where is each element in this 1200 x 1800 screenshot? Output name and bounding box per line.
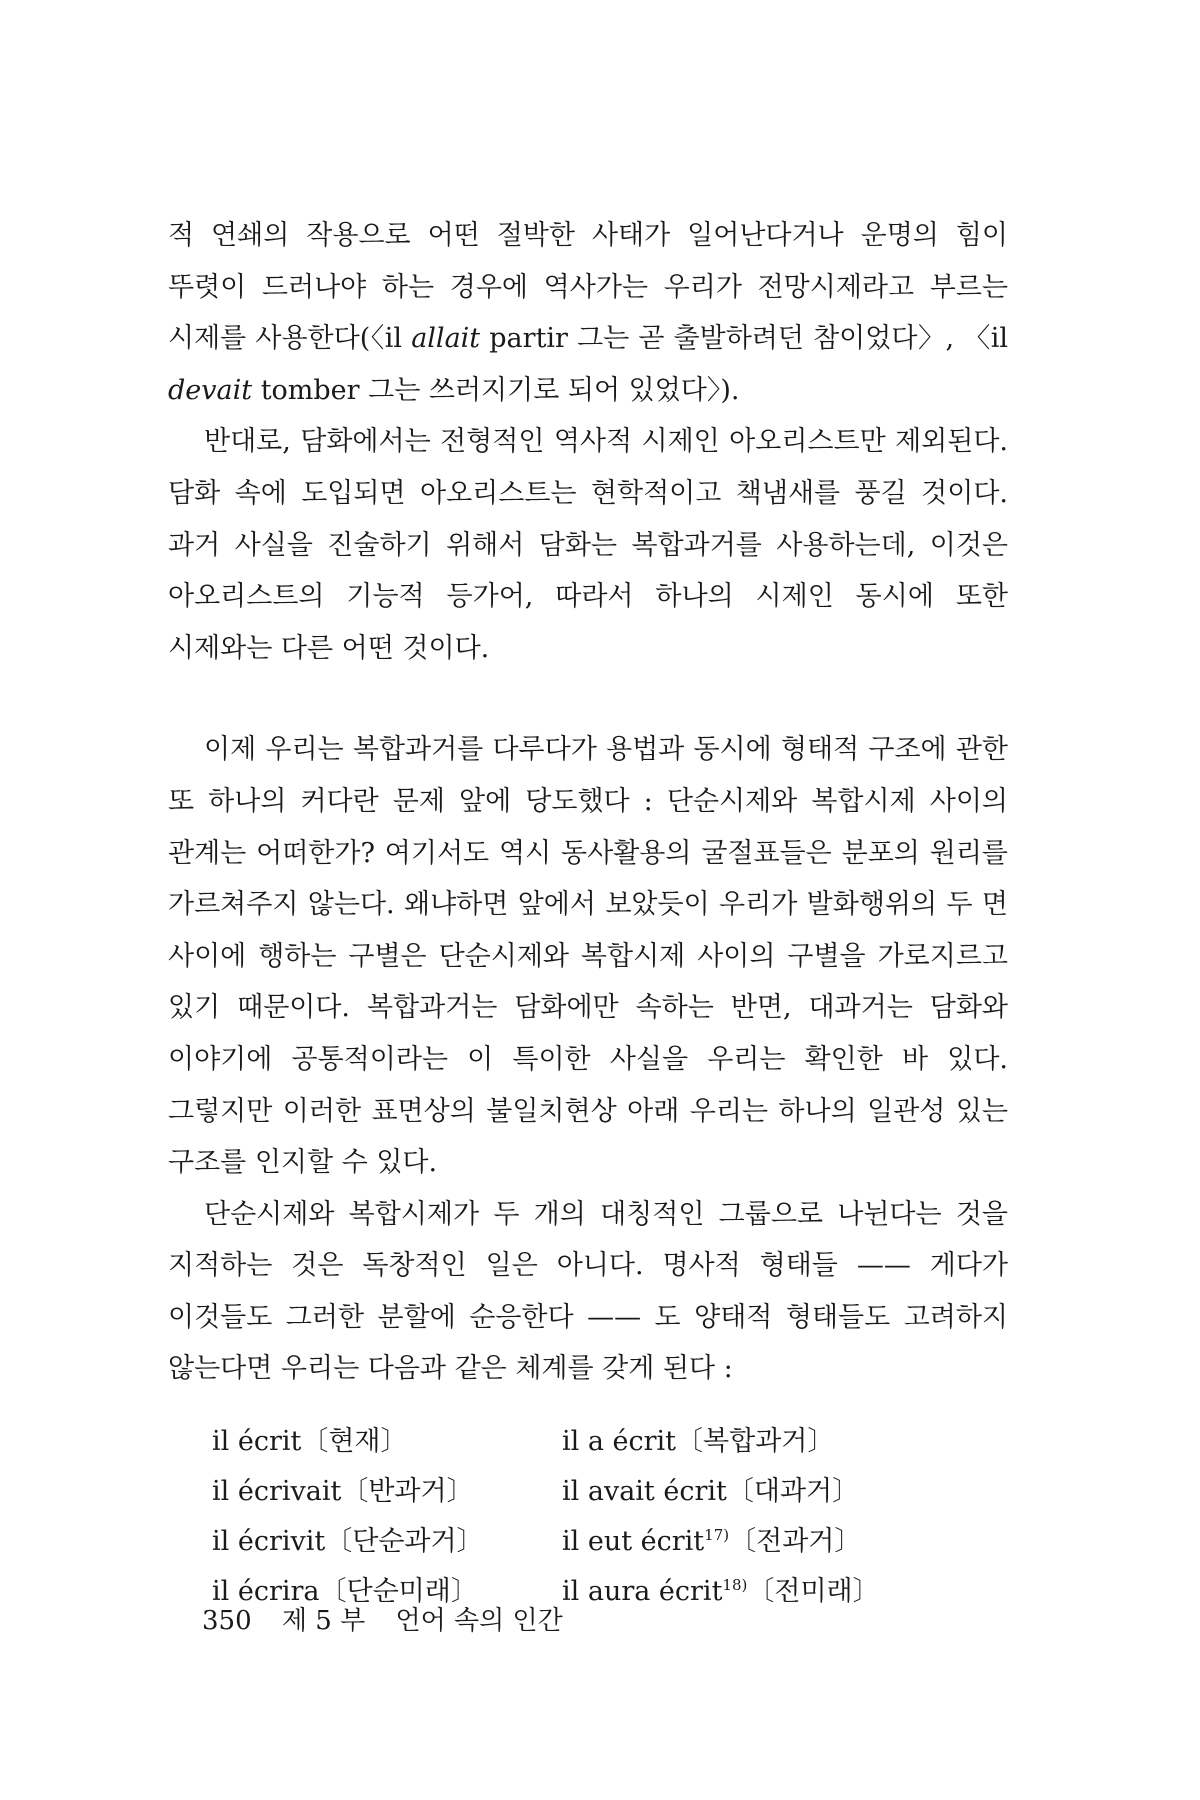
- paragraph-1-part-1: 적 연쇄의 작용으로 어떤 절박한 사태가 일어난다거나 운명의 힘이 뚜렷이 드러나야 하는 경우에 역사가는 우리가 전망시제라고 부르는 시제를 사용한다(〈il: [168, 220, 1008, 355]
- page-body: [168, 210, 1008, 1615]
- tense-row-2-simple: il écrivait〔반과거〕: [212, 1476, 474, 1508]
- tense-row-3-simple: il écrivit〔단순과거〕: [212, 1526, 484, 1558]
- tense-row-3-compound: [562, 1519, 972, 1565]
- tense-row-4-compound: [562, 1569, 972, 1615]
- page-footer: [202, 1600, 585, 1637]
- tense-row-2-compound: il avait écrit〔대과거〕: [562, 1476, 860, 1508]
- tense-row-3-compound-label: 〔전과거〕: [729, 1526, 862, 1558]
- paragraph-4: [168, 1189, 1008, 1395]
- paragraph-1-part-3: partir 그는 곧 출발하려던 참이었다〉, 〈il: [480, 323, 1009, 355]
- footnote-ref-18[interactable]: 18): [722, 1576, 748, 1595]
- paragraph-1-part-5: tomber 그는 쓰러지기로 되어 있었다〉).: [252, 374, 740, 406]
- paragraph-3-text: 이제 우리는 복합과거를 다루다가 용법과 동시에 형태적 구조에 관한 또 하나의 커다란 문제 앞에 당도했다 : 단순시제와 복합시제 사이의 관계는 어떠한가? 여기서도 역시 동사활용의 굴절표들은 분포의 원리를 가르쳐주지 않는다. 왜냐하면 앞에서 보았듯이 우리가 발화행위의 두 면 사이에 행하는 구별은 단순시제와 복합시제 사이의 구별을 가로지르고 있기 때문이다. 복합과거는 담화에만 속하는 반면, 대과거는 담화와 이야기에 공통적이라는 이 특이한 사실을 우리는 확인한 바 있다. 그렇지만 이러한 표면상의 불일치현상 아래 우리는 하나의 일관성 있는 구조를 인지할 수 있다.: [168, 734, 1008, 1179]
- paragraph-1-part-2: allait: [411, 323, 481, 355]
- footer-title: 언어 속의 인간: [395, 1606, 563, 1636]
- paragraph-1: [168, 210, 1008, 416]
- page-number: 350: [202, 1606, 252, 1636]
- tense-row-3-compound-text: il eut écrit: [562, 1526, 705, 1558]
- paragraph-4-text: 단순시제와 복합시제가 두 개의 대칭적인 그룹으로 나뉜다는 것을 지적하는 것은 독창적인 일은 아니다. 명사적 형태들 —— 게다가 이것들도 그러한 분할에 순응한다 —— 도 양태적 형태들도 고려하지 않는다면 우리는 다음과 같은 체계를 갖게 된다 :: [168, 1198, 1008, 1385]
- paragraph-1-part-4: devait: [168, 374, 253, 406]
- paragraph-2-text: 반대로, 담화에서는 전형적인 역사적 시제인 아오리스트만 제외된다. 담화 속에 도입되면 아오리스트는 현학적이고 책냄새를 풍길 것이다. 과거 사실을 진술하기 위해서 담화는 복합과거를 사용하는데, 이것은 아오리스트의 기능적 등가어, 따라서 하나의 시제인 동시에 또한 시제와는 다른 어떤 것이다.: [168, 426, 1008, 664]
- tense-row-4-simple: il écrira〔단순미래〕: [212, 1576, 478, 1608]
- footer-part: 제 5 부: [281, 1606, 366, 1636]
- tense-row-4-compound-text: il aura écrit: [562, 1576, 723, 1608]
- paragraph-3: [168, 724, 1008, 1188]
- tense-row-1-compound: il a écrit〔복합과거〕: [562, 1426, 835, 1458]
- paragraph-2: [168, 416, 1008, 674]
- tense-row-1-simple: il écrit〔현재〕: [212, 1426, 408, 1458]
- footnote-ref-17[interactable]: 17): [704, 1526, 730, 1545]
- tense-table: [212, 1419, 972, 1615]
- tense-row-4-compound-label: 〔전미래〕: [747, 1576, 880, 1608]
